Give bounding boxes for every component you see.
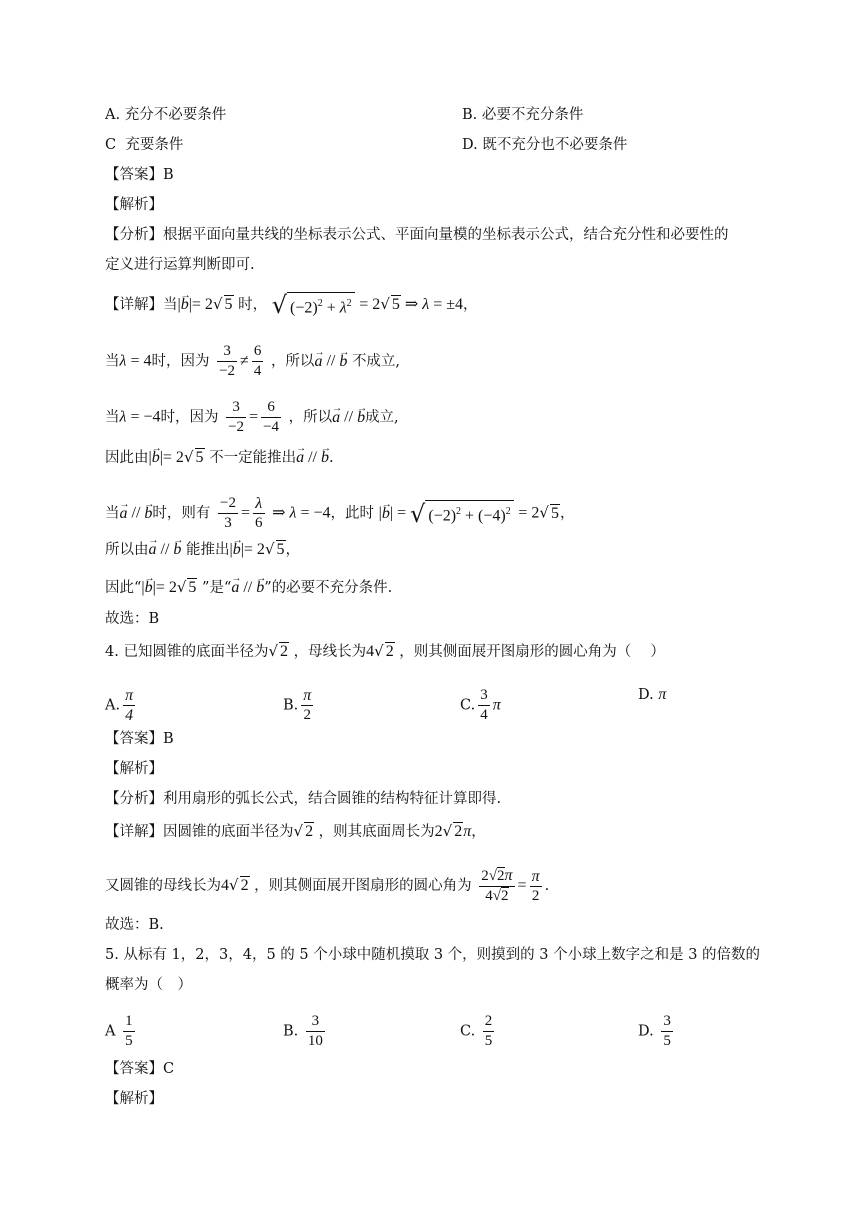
q3-jiexi-heading: 【解析】 — [105, 197, 163, 213]
q5-option-d: D. $\frac{3}{5}$ — [638, 1013, 671, 1049]
q5-answer: 【答案】C — [105, 1061, 175, 1077]
q4-analysis: 【分析】利用扇形的弧长公式，结合圆锥的结构特征计算即得. — [105, 791, 502, 807]
q5-stem-line-1: 5. 从标有 1，2，3，4，5 的 5 个小球中随机摸取 3 个，则摸到的 3 个小球上数字之和是 3 的倍数的 — [105, 947, 761, 963]
q3-analysis-line-1: 【分析】根据平面向量共线的坐标表示公式、平面向量模的坐标表示公式，结合充分性和必要性的 — [105, 227, 729, 243]
q5-stem-line-2: 概率为（ ） — [105, 977, 192, 993]
q3-option-a: A. 充分不必要条件 — [105, 107, 227, 123]
q5-jiexi-heading: 【解析】 — [105, 1091, 163, 1107]
q4-detail-line-2: 又圆锥的母线长为4√ 2 ，则其侧面展开图扇形的圆心角为 $\frac{2√2\pi}{4√2}$ = $\frac{\pi}{2}$ . — [105, 867, 550, 904]
q3-option-d: D. 既不充分也不必要条件 — [462, 137, 628, 153]
q5-option-b: B. $\frac{3}{10}$ — [283, 1013, 323, 1049]
q4-stem: 4. 已知圆锥的底面半径为√ 2 ，母线长为4√ 2 ，则其侧面展开图扇形的圆心角为（ ） — [105, 642, 665, 660]
q3-option-b: B. 必要不充分条件 — [462, 107, 584, 123]
q4-option-c: C. $\frac{3}{4}$ π — [460, 687, 501, 723]
q3-detail-line-7: 因此“|→ b|= 2√ 5 ”是“→ a // → b”的必要不充分条件. — [105, 578, 392, 597]
q3-option-c: C 充要条件 — [105, 137, 184, 153]
q3-detail-line-2: 当λ = 4时，因为 $\frac{3}{-2}$ ≠ $\frac{6}{4}$ ，所以→ a // → b 不成立, — [105, 342, 400, 381]
q3-detail-line-1: 【详解】当|→ b|= 2√ 5 时， √ $(-2)^2 + \lambda^2 = 2√$ 5 ⇒ λ = ±4， — [105, 292, 478, 318]
q4-jiexi-heading: 【解析】 — [105, 761, 163, 777]
q5-option-a: A $\frac{1}{5}$ — [105, 1013, 133, 1049]
q3-detail-line-6: 所以由→ a // → b 能推出|→ b|= 2√ 5， — [105, 540, 300, 559]
q4-option-b: B. $\frac{\pi}{2}$ — [283, 687, 312, 723]
q4-option-a: A. $\frac{\pi}{4}$ — [105, 687, 134, 724]
q3-analysis-line-2: 定义进行运算判断即可. — [105, 257, 255, 273]
q3-choice: 故选：B — [105, 611, 160, 627]
q4-choice: 故选：B. — [105, 917, 164, 933]
q3-detail-line-3: 当λ = −4时，因为 $\frac{3}{-2}$ = $\frac{6}{-4}$ ，所以→ a // → b成立, — [105, 398, 399, 437]
q3-answer: 【答案】B — [105, 167, 174, 183]
q4-option-d: D. π — [638, 686, 667, 703]
q3-detail-line-5: 当→ a // → b时，则有 $\frac{-2}{3}$ = $\frac{\lambda}{6}$ ⇒ λ = −4，此时 |→ b| = √ $(-2)^2 + (-4)^2 = 2√$ 5， — [105, 494, 574, 533]
q5-option-c: C. $\frac{2}{5}$ — [460, 1013, 493, 1049]
q4-answer: 【答案】B — [105, 731, 174, 747]
q4-detail-line-1: 【详解】因圆锥的底面半径为√ 2 ，则其底面周长为2√ 2π， — [105, 822, 486, 840]
q3-detail-line-4: 因此由|→ b|= 2√ 5 不一定能推出→ a // → b. — [105, 448, 334, 467]
